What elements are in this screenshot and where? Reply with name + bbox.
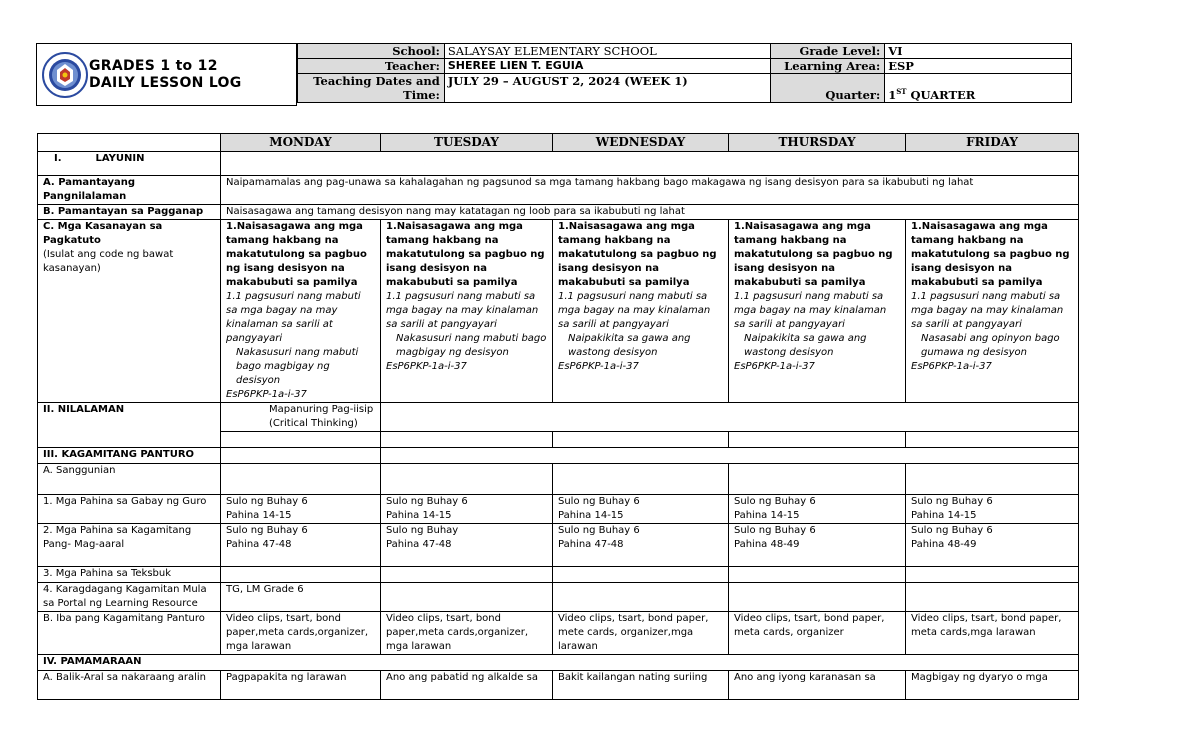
pangnilalaman-label: A. Pamantayang Pangnilalaman — [38, 176, 221, 205]
magaaral-cell — [381, 524, 553, 567]
cell — [221, 432, 381, 448]
magaaral-l1: Sulo ng Buhay — [386, 525, 459, 536]
guro-l1: Sulo ng Buhay 6 — [558, 496, 640, 507]
kas-detail: Nakasusuri nang mabuti bago magbigay ng desisyon — [396, 333, 547, 358]
kas-sub: 1.1 pagsusuri nang mabuti sa mga bagay na may kinalaman sa sarili at pangyayari — [911, 291, 1064, 330]
nilalaman-span — [381, 403, 1079, 432]
cell — [553, 583, 729, 612]
cell — [381, 448, 1079, 464]
magaaral-l1: Sulo ng Buhay 6 — [911, 525, 993, 536]
balik-label: A. Balik-Aral sa nakaraang aralin — [38, 671, 221, 700]
kas-head: 1.Naisasagawa ang mga tamang hakbang na makatutulong sa pagbuo ng isang desisyon na makabubuti sa pamilya — [558, 221, 717, 288]
cell — [381, 464, 553, 495]
magaaral-l2: Pahina 47-48 — [386, 539, 452, 550]
kasanayan-tuesday — [381, 220, 553, 403]
kas-head: 1.Naisasagawa ang mga tamang hakbang na makatutulong sa pagbuo ng isang desisyon na makabubuti sa pamilya — [734, 221, 893, 288]
guro-cell — [906, 495, 1079, 524]
grade-value: VI — [885, 44, 1072, 59]
magaaral-l1: Sulo ng Buhay 6 — [558, 525, 640, 536]
quarter-value — [885, 74, 1072, 103]
cell — [729, 567, 906, 583]
nilalaman-label: II. NILALAMAN — [38, 403, 221, 448]
teacher-label: Teacher: — [298, 59, 445, 74]
guro-l1: Sulo ng Buhay 6 — [734, 496, 816, 507]
cell — [553, 567, 729, 583]
quarter-sup: ST — [896, 87, 907, 97]
day-wednesday: WEDNESDAY — [553, 134, 729, 152]
quarter-label: Quarter: — [771, 74, 885, 103]
cell — [553, 432, 729, 448]
kasanayan-thursday — [729, 220, 906, 403]
guro-cell — [381, 495, 553, 524]
cell — [906, 583, 1079, 612]
area-value: ESP — [885, 59, 1072, 74]
iba-cell: Video clips, tsart, bond paper,meta cards,organizer, mga larawan — [221, 612, 381, 655]
kas-head: 1.Naisasagawa ang mga tamang hakbang na makatutulong sa pagbuo ng isang desisyon na makabubuti sa pamilya — [386, 221, 545, 288]
nilalaman-text — [221, 403, 381, 432]
magaaral-l1: Sulo ng Buhay 6 — [734, 525, 816, 536]
guro-cell — [221, 495, 381, 524]
cell — [906, 567, 1079, 583]
guro-label: 1. Mga Pahina sa Gabay ng Guro — [38, 495, 221, 524]
iba-label: B. Iba pang Kagamitang Panturo — [38, 612, 221, 655]
dll-table — [37, 133, 1079, 700]
day-monday: MONDAY — [221, 134, 381, 152]
kas-head: 1.Naisasagawa ang mga tamang hakbang na makatutulong sa pagbuo ng isang desisyon na makabubuti sa pamilya — [226, 221, 367, 288]
magaaral-label: 2. Mga Pahina sa Kagamitang Pang- Mag-aaral — [38, 524, 221, 567]
nilalaman-line2: (Critical Thinking) — [269, 418, 358, 429]
guro-l1: Sulo ng Buhay 6 — [226, 496, 308, 507]
magaaral-cell — [221, 524, 381, 567]
cell — [729, 432, 906, 448]
layunin-label — [38, 152, 221, 176]
dll-title-box — [36, 43, 297, 106]
kasanayan-title: C. Mga Kasanayan sa Pagkatuto — [43, 221, 163, 246]
magaaral-l2: Pahina 48-49 — [911, 539, 977, 550]
kasanayan-friday — [906, 220, 1079, 403]
teksbuk-label: 3. Mga Pahina sa Teksbuk — [38, 567, 221, 583]
iba-cell: Video clips, tsart, bond paper,meta cards,organizer, mga larawan — [381, 612, 553, 655]
nilalaman-line1: Mapanuring Pag-iisip — [269, 404, 374, 415]
balik-cell: Ano ang iyong karanasan sa — [729, 671, 906, 700]
guro-cell — [729, 495, 906, 524]
iba-cell: Video clips, tsart, bond paper, mete cards, organizer,mga larawan — [553, 612, 729, 655]
magaaral-l2: Pahina 48-49 — [734, 539, 800, 550]
kas-detail: Naipakikita sa gawa ang wastong desisyon — [744, 333, 867, 358]
pagganap-text: Naisasagawa ang tamang desisyon nang may katatagan ng loob para sa ikabubuti ng lahat — [221, 205, 1079, 220]
nilalaman-row — [38, 403, 1079, 432]
kas-head: 1.Naisasagawa ang mga tamang hakbang na makatutulong sa pagbuo ng isang desisyon na makabubuti sa pamilya — [911, 221, 1070, 288]
iba-cell: Video clips, tsart, bond paper, meta cards, organizer — [729, 612, 906, 655]
cell — [729, 464, 906, 495]
iba-cell: Video clips, tsart, bond paper, meta cards,mga larawan — [906, 612, 1079, 655]
pagganap-row — [38, 205, 1079, 220]
grade-label: Grade Level: — [771, 44, 885, 59]
balik-cell: Magbigay ng dyaryo o mga — [906, 671, 1079, 700]
kasanayan-row — [38, 220, 1079, 403]
kasanayan-note: (Isulat ang code ng bawat kasanayan) — [43, 249, 174, 274]
dates-label-line2: Time: — [403, 88, 440, 102]
kas-code: EsP6PKP-1a-i-37 — [911, 361, 992, 372]
kasanayan-label — [38, 220, 221, 403]
info-table — [297, 43, 1072, 103]
pamamaraan-label: IV. PAMAMARAAN — [38, 655, 1079, 671]
kas-detail: Nasasabi ang opinyon bago gumawa ng desisyon — [921, 333, 1060, 358]
kagamitan-label: III. KAGAMITANG PANTURO — [38, 448, 221, 464]
kas-code: EsP6PKP-1a-i-37 — [558, 361, 639, 372]
layunin-cell — [221, 152, 1079, 176]
day-tuesday: TUESDAY — [381, 134, 553, 152]
kasanayan-monday — [221, 220, 381, 403]
magaaral-row — [38, 524, 1079, 567]
cell — [906, 432, 1079, 448]
title-line-2: DAILY LESSON LOG — [89, 75, 242, 91]
portal-row — [38, 583, 1079, 612]
balik-cell: Pagpapakita ng larawan — [221, 671, 381, 700]
teacher-value: SHEREE LIEN T. EGUIA — [444, 59, 771, 74]
pamamaraan-row — [38, 655, 1079, 671]
kasanayan-wednesday — [553, 220, 729, 403]
kas-code: EsP6PKP-1a-i-37 — [386, 361, 467, 372]
school-label: School: — [298, 44, 445, 59]
guro-l2: Pahina 14-15 — [386, 510, 452, 521]
quarter-rest: QUARTER — [906, 88, 976, 102]
layunin-num: I. — [54, 153, 62, 164]
cell — [221, 448, 381, 464]
kas-detail: Nakasusuri nang mabuti bago magbigay ng desisyon — [236, 347, 359, 386]
guro-l1: Sulo ng Buhay 6 — [911, 496, 993, 507]
kas-sub: 1.1 pagsusuri nang mabuti sa mga bagay na may kinalaman sa sarili at pangyayari — [734, 291, 887, 330]
layunin-row — [38, 152, 1079, 176]
kas-sub: 1.1 pagsusuri nang mabuti sa mga bagay na may kinalaman sa sarili at pangyayari — [386, 291, 539, 330]
day-friday: FRIDAY — [906, 134, 1079, 152]
pagganap-label: B. Pamantayan sa Pagganap — [38, 205, 221, 220]
kas-code: EsP6PKP-1a-i-37 — [734, 361, 815, 372]
cell — [381, 567, 553, 583]
cell — [729, 583, 906, 612]
balik-cell: Ano ang pabatid ng alkalde sa — [381, 671, 553, 700]
kas-sub: 1.1 pagsusuri nang mabuti sa mga bagay na may kinalaman sa sarili at pangyayari — [226, 291, 361, 344]
magaaral-cell — [906, 524, 1079, 567]
cell — [381, 432, 553, 448]
balik-cell: Bakit kailangan nating suriing — [553, 671, 729, 700]
blank-header — [38, 134, 221, 152]
cell — [221, 464, 381, 495]
school-value: SALAYSAY ELEMENTARY SCHOOL — [444, 44, 771, 59]
day-thursday: THURSDAY — [729, 134, 906, 152]
day-header-row — [38, 134, 1079, 152]
cell — [553, 464, 729, 495]
dates-label — [298, 74, 445, 103]
kas-detail: Naipakikita sa gawa ang wastong desisyon — [568, 333, 691, 358]
magaaral-l2: Pahina 47-48 — [226, 539, 292, 550]
kas-code: EsP6PKP-1a-i-37 — [226, 389, 307, 400]
cell — [381, 583, 553, 612]
layunin-text: LAYUNIN — [95, 153, 145, 164]
sanggunian-row — [38, 464, 1079, 495]
guro-l2: Pahina 14-15 — [558, 510, 624, 521]
sanggunian-label: A. Sanggunian — [38, 464, 221, 495]
pangnilalaman-row — [38, 176, 1079, 205]
guro-l2: Pahina 14-15 — [226, 510, 292, 521]
pangnilalaman-text: Naipamamalas ang pag-unawa sa kahalagahan ng pagsunod sa mga tamang hakbang bago makagawa ng isang desisyon para sa ikabubuti ng lahat — [221, 176, 1079, 205]
guro-cell — [553, 495, 729, 524]
deped-seal-icon — [41, 48, 89, 102]
magaaral-cell — [729, 524, 906, 567]
quarter-num: 1 — [888, 88, 897, 102]
area-label: Learning Area: — [771, 59, 885, 74]
cell — [906, 464, 1079, 495]
magaaral-l1: Sulo ng Buhay 6 — [226, 525, 308, 536]
magaaral-cell — [553, 524, 729, 567]
title-line-1: GRADES 1 to 12 — [89, 58, 218, 74]
portal-value: TG, LM Grade 6 — [221, 583, 381, 612]
kagamitan-row — [38, 448, 1079, 464]
dll-title — [89, 58, 242, 92]
teksbuk-row — [38, 567, 1079, 583]
dates-label-line1: Teaching Dates and — [313, 74, 440, 88]
portal-label: 4. Karagdagang Kagamitan Mula sa Portal ng Learning Resource — [38, 583, 221, 612]
kas-sub: 1.1 pagsusuri nang mabuti sa mga bagay na may kinalaman sa sarili at pangyayari — [558, 291, 711, 330]
guro-row — [38, 495, 1079, 524]
dates-value: JULY 29 – AUGUST 2, 2024 (WEEK 1) — [444, 74, 771, 103]
balik-row — [38, 671, 1079, 700]
guro-l2: Pahina 14-15 — [911, 510, 977, 521]
cell — [221, 567, 381, 583]
iba-row — [38, 612, 1079, 655]
guro-l2: Pahina 14-15 — [734, 510, 800, 521]
guro-l1: Sulo ng Buhay 6 — [386, 496, 468, 507]
magaaral-l2: Pahina 47-48 — [558, 539, 624, 550]
